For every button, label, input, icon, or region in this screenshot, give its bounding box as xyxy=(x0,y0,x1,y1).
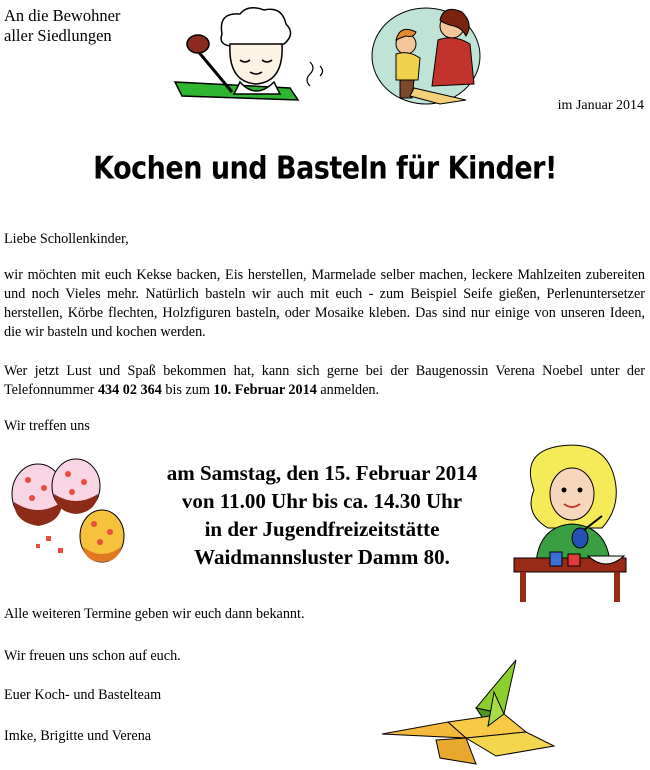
signup-suffix: anmelden. xyxy=(316,382,380,398)
looking-forward-line: Wir freuen uns schon auf euch. xyxy=(4,648,181,664)
signature-names: Imke, Brigitte und Verena xyxy=(4,728,152,744)
signature-team: Euer Koch- und Bastelteam xyxy=(4,687,162,703)
phone-number: 434 02 364 xyxy=(97,382,162,398)
event-time: von 11.00 Uhr bis ca. 14.30 Uhr xyxy=(181,489,463,513)
event-details xyxy=(112,459,532,571)
intro-paragraph: wir möchten mit euch Kekse backen, Eis herstellen, Marmelade selber machen, leckere Mahlzeiten zubereiten und noch Vieles mehr. Natürlich basteln wir auch mit euch - zum Beispiel Seife gießen, Perlenuntersetzer herstellen, Körbe flechten, Holzfiguren basteln, oder Mosaike kleben. Das sind nur einige von unseren Ideen, die wir basteln und kochen werden. xyxy=(4,267,645,340)
recipient-line-1: An die Bewohner xyxy=(4,6,121,25)
signup-prefix: Wer jetzt Lust und Spaß bekommen hat, kann sich gerne bei der Baugenossin Verena Noebel unter der Telefonnummer xyxy=(4,363,645,398)
recipient-block xyxy=(4,6,120,46)
origami-bird-icon xyxy=(376,660,556,766)
event-date: am Samstag, den 15. Februar 2014 xyxy=(166,461,478,485)
signup-paragraph xyxy=(4,362,645,400)
mother-child-crafting-icon xyxy=(370,4,482,106)
event-address: Waidmannsluster Damm 80. xyxy=(194,545,450,569)
meet-line: Wir treffen uns xyxy=(4,418,90,434)
recipient-line-2: aller Siedlungen xyxy=(4,26,112,45)
event-venue: in der Jugendfreizeitstätte xyxy=(204,517,440,541)
signup-deadline: 10. Februar 2014 xyxy=(213,382,317,398)
date-line: im Januar 2014 xyxy=(557,98,644,113)
girl-painting-icon xyxy=(510,442,650,602)
signup-middle: bis zum xyxy=(161,382,214,398)
more-dates-line: Alle weiteren Termine geben wir euch dann bekannt. xyxy=(4,606,305,622)
greeting: Liebe Schollenkinder, xyxy=(4,231,129,247)
page-title: Kochen und Basteln für Kinder! xyxy=(93,150,557,187)
child-chef-icon xyxy=(170,4,330,108)
easter-eggs-icon xyxy=(6,458,126,566)
